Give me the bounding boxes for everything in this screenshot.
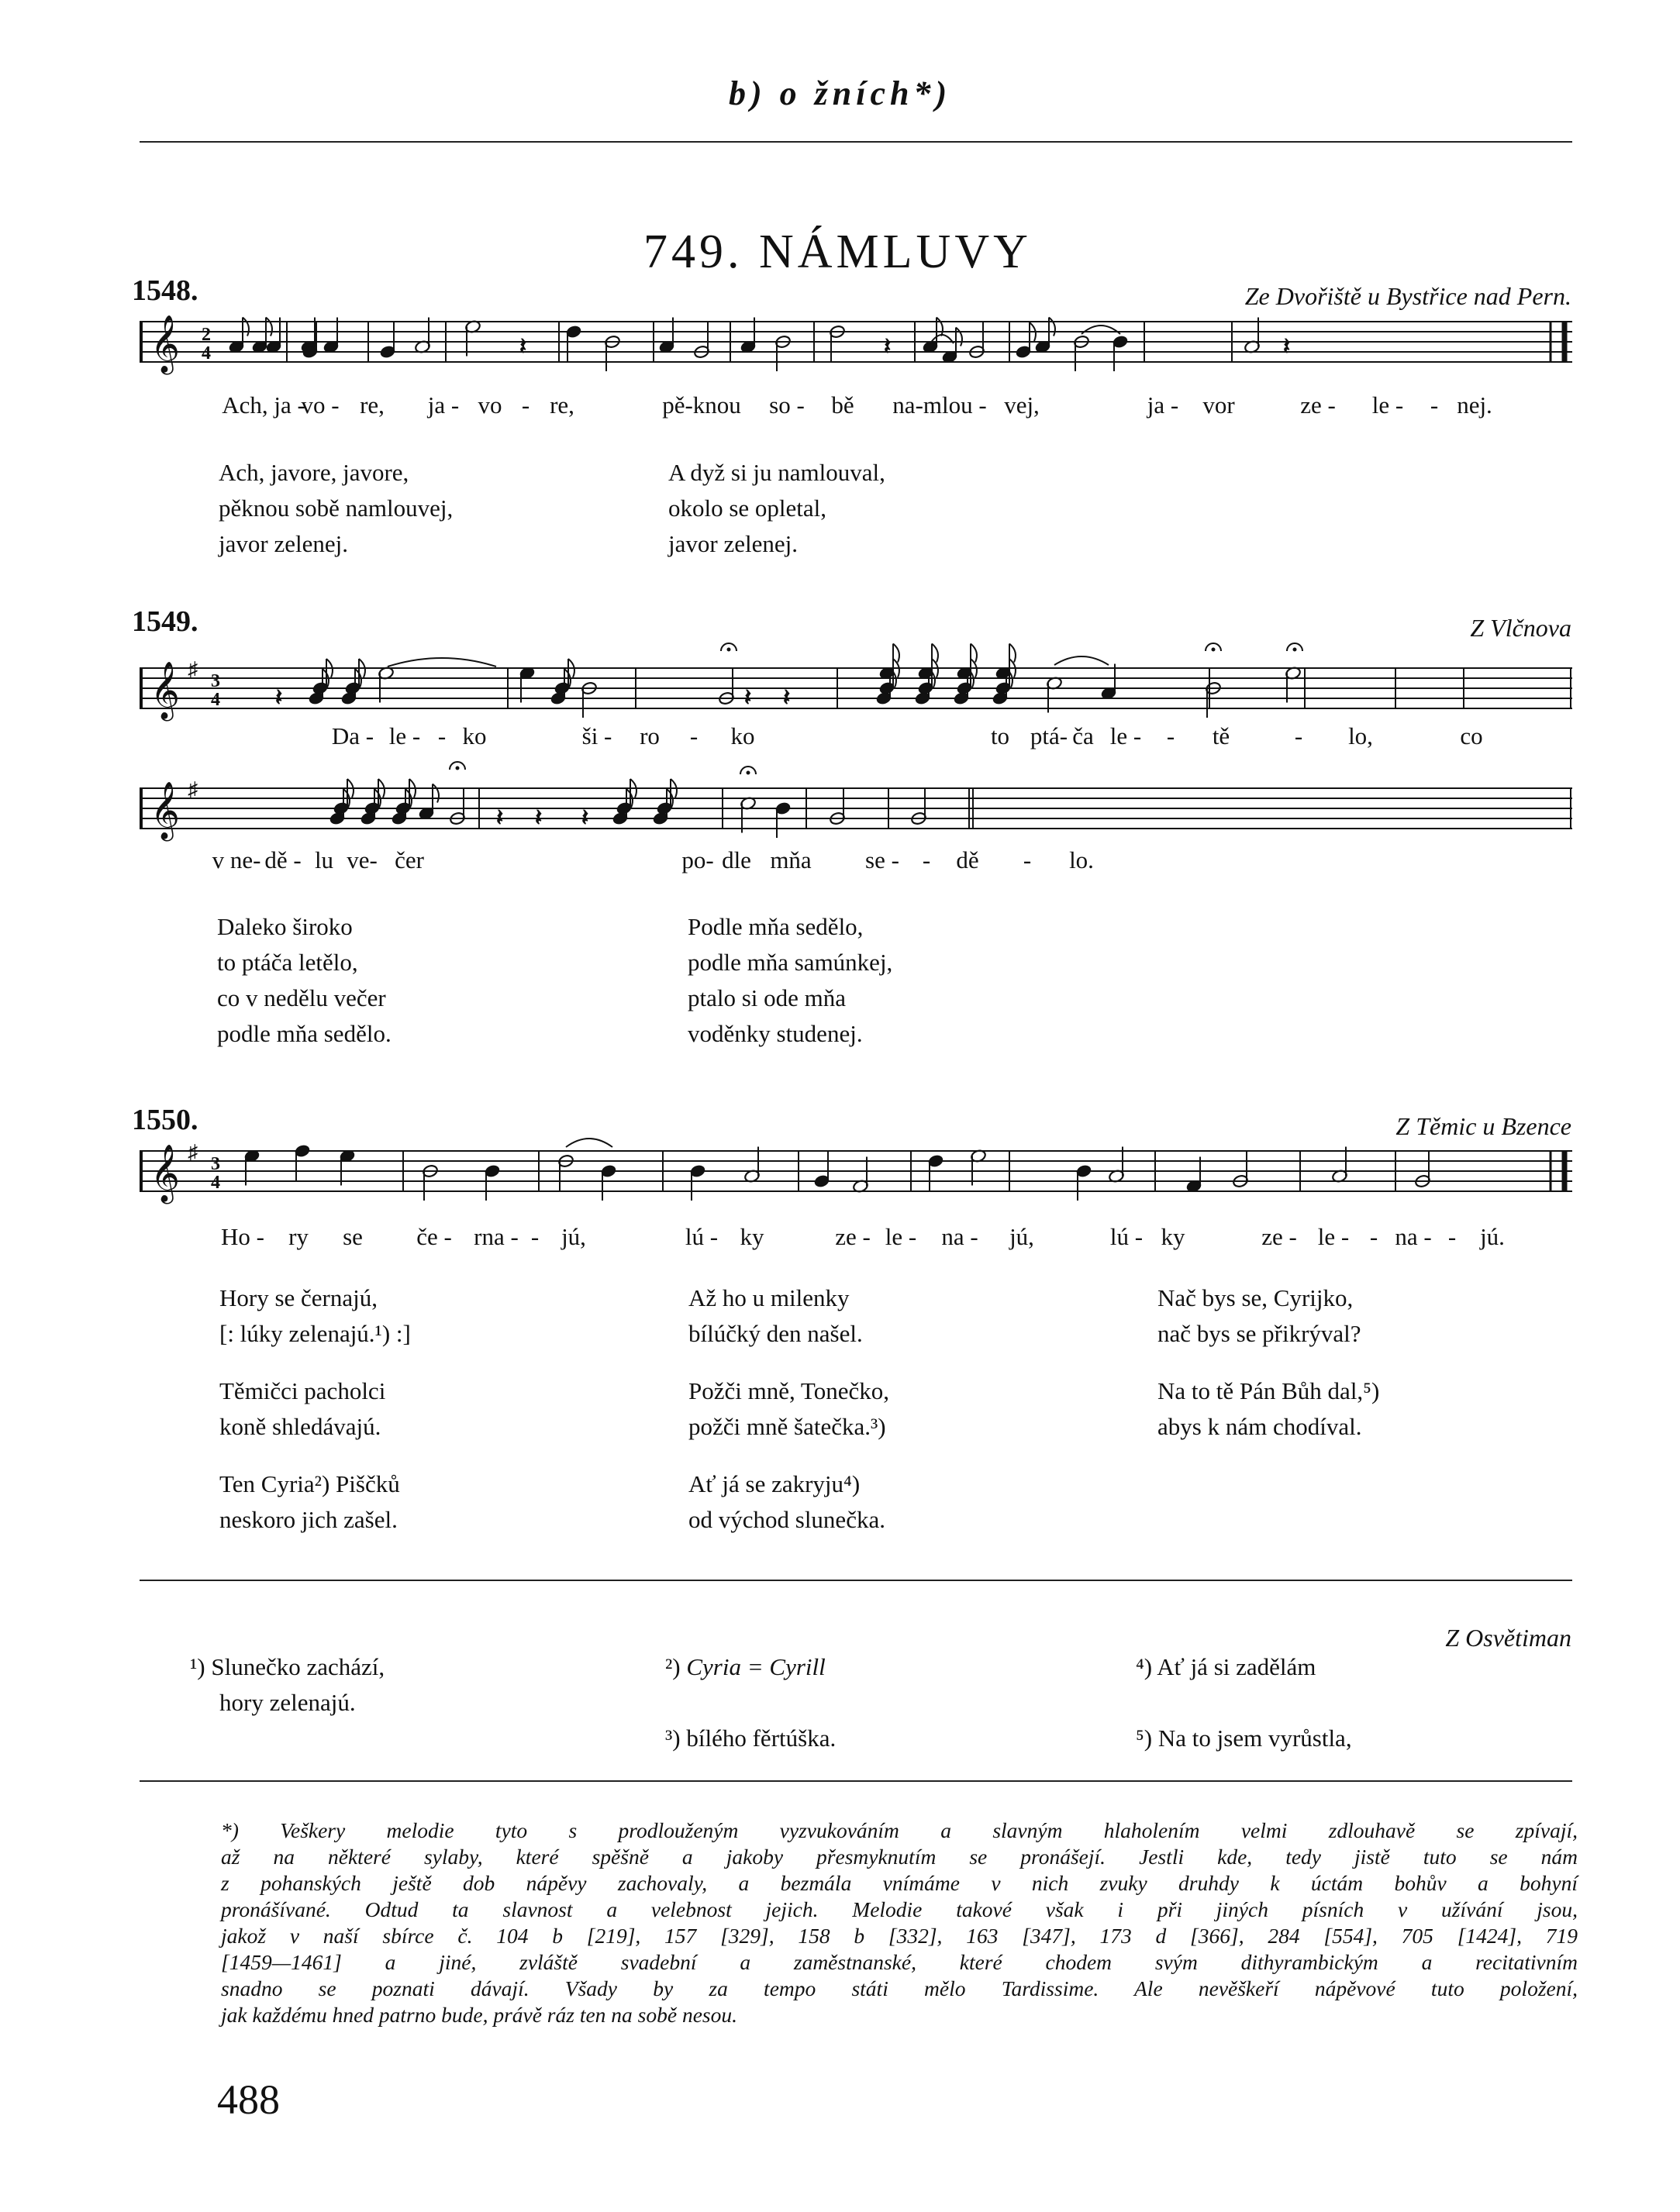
- music-note: [1073, 335, 1089, 371]
- melody-number-1550: 1550.: [132, 1104, 198, 1136]
- rest-symbol: 𝄽: [1283, 334, 1291, 360]
- song-title: 749. NÁMLUVY: [643, 226, 1032, 278]
- svg-text:4: 4: [211, 1173, 220, 1193]
- lyric-syllable: re,: [360, 391, 385, 419]
- music-note: [718, 669, 734, 705]
- lyric-syllable: lú -: [1109, 1223, 1144, 1250]
- svg-text:𝄞: 𝄞: [150, 315, 180, 373]
- variant-line: Na to jsem vyrůstla,: [1157, 1724, 1352, 1752]
- melody-number-1548: 1548.: [132, 274, 198, 307]
- lyric-syllable: nej.: [1457, 391, 1492, 419]
- music-note: [265, 318, 281, 354]
- lyric-syllable: ja -: [427, 391, 460, 419]
- music-note: [339, 1149, 355, 1185]
- music-note: [1108, 1147, 1124, 1184]
- lyric-syllable: le -: [388, 722, 421, 749]
- lyric-syllable: -: [521, 391, 530, 419]
- melody-origin-1548: Ze Dvořiště u Bystřice nad Pern.: [1244, 282, 1571, 310]
- lyric-syllable: vo: [478, 391, 502, 419]
- lyric-syllable: se: [343, 1223, 363, 1250]
- lyric-syllable: jú,: [561, 1223, 586, 1250]
- music-note: [379, 322, 395, 359]
- section-heading: b) o žních*): [729, 74, 952, 112]
- music-note: [852, 1157, 868, 1194]
- music-note: [1205, 681, 1221, 718]
- rest-symbol: 𝄽: [581, 805, 589, 831]
- lyric-syllable: Ach, ja -: [222, 391, 305, 419]
- verse-line: pěknou sobě namlouvej,: [219, 494, 454, 522]
- svg-text:3: 3: [211, 1154, 220, 1174]
- music-note: [600, 1164, 616, 1201]
- music-note: [689, 1164, 705, 1201]
- verse-line: to ptáča letělo,: [217, 949, 358, 976]
- music-note: [302, 322, 318, 359]
- lyric-syllable: mňa: [770, 846, 812, 873]
- variant-note-2: [665, 1649, 826, 1685]
- verse-line: Ach, javore, javore,: [219, 459, 409, 486]
- svg-text:𝄞: 𝄞: [150, 782, 180, 839]
- lyric-syllable: rna -: [474, 1223, 519, 1250]
- lyric-syllable: ve-: [347, 846, 378, 873]
- variant-note-1: [190, 1649, 385, 1721]
- svg-text:3: 3: [211, 671, 220, 691]
- verse-line: Ať já se zakryju⁴): [688, 1470, 861, 1497]
- svg-text:♯: ♯: [188, 778, 198, 801]
- footnote-line: [1459—1461] a jiné, zvláště svadební a zaměstnanské, které chodem svým dithyrambickým a recitativním: [221, 1950, 1578, 1974]
- variant-mark: ⁴): [1136, 1653, 1153, 1680]
- music-note: [740, 796, 756, 832]
- verse-line: A dyž si ju namlouval,: [668, 459, 885, 486]
- melody-number-1549: 1549.: [132, 605, 198, 638]
- lyric-syllable: ko: [730, 722, 755, 749]
- music-note: [740, 318, 756, 354]
- variant-note-4: [1136, 1649, 1316, 1685]
- editorial-footnote: [221, 1817, 1578, 2028]
- verse-line: neskoro jich zašel.: [219, 1506, 398, 1533]
- lyric-syllable: lo,: [1348, 722, 1373, 749]
- verse-line: Podle mňa sedělo,: [688, 913, 864, 940]
- music-note: [565, 325, 581, 361]
- slur: [566, 1139, 612, 1147]
- music-note: [604, 335, 620, 371]
- verse-line: Těmičci pacholci: [219, 1377, 386, 1404]
- svg-text:2: 2: [202, 325, 211, 345]
- verse-line: ptalo si ode mňa: [688, 984, 847, 1011]
- slur: [388, 658, 496, 667]
- rest-symbol: 𝄽: [535, 805, 543, 831]
- music-note: [484, 1164, 500, 1201]
- lyric-syllable: re,: [550, 391, 574, 419]
- rest-symbol: 𝄽: [783, 685, 791, 711]
- fermata-dot: [727, 648, 730, 651]
- music-note: [323, 318, 339, 354]
- music-note: [1414, 1152, 1430, 1188]
- lyric-syllable: dle: [722, 846, 751, 873]
- lyric-syllable: to: [990, 722, 1010, 749]
- lyric-syllable: so -: [769, 391, 805, 419]
- lyric-syllable: -: [1166, 722, 1175, 749]
- music-staff-1550: [140, 1135, 1574, 1221]
- fermata-dot: [456, 767, 459, 770]
- music-note: [464, 319, 481, 356]
- lyric-syllable: jú.: [1480, 1223, 1505, 1250]
- lyric-syllable: lu: [314, 846, 334, 873]
- lyric-syllable: po-: [681, 846, 714, 873]
- lyric-syllable: jú,: [1009, 1223, 1034, 1250]
- lyric-syllable: Da -: [331, 722, 374, 749]
- page-number: 488: [217, 2076, 280, 2123]
- music-note: [910, 789, 926, 825]
- verse-line: Nač bys se, Cyrijko,: [1157, 1284, 1354, 1311]
- lyric-syllable: ky: [740, 1223, 764, 1250]
- fermata-dot: [747, 771, 750, 774]
- variants-top-rule: [140, 1580, 1572, 1581]
- header-rule: [140, 141, 1572, 143]
- lyric-syllable: le -: [1109, 722, 1142, 749]
- verse-line: požči mně šatečka.³): [688, 1413, 886, 1440]
- verse-line: od východ slunečka.: [688, 1506, 885, 1533]
- lyric-syllable: ry: [288, 1223, 309, 1250]
- music-note: [418, 784, 439, 821]
- music-note: [1034, 318, 1055, 354]
- variant-line: hory zelenajú.: [219, 1689, 356, 1716]
- music-note: [927, 1154, 943, 1190]
- footnote-line: snadno se poznati dávají. Všady by za tempo státi mělo Tardissime. Ale nevěškeří nápěvové tuto položení,: [221, 1976, 1578, 2000]
- music-note: [693, 322, 709, 359]
- music-staff-1549-line-1: [140, 636, 1574, 729]
- music-note: [1015, 322, 1036, 359]
- music-note: [422, 1164, 438, 1201]
- verse-block: [688, 909, 892, 1052]
- lyric-syllable: na -: [1395, 1223, 1432, 1250]
- lyric-syllable: ptá-: [1030, 722, 1068, 749]
- music-note: [243, 1149, 260, 1185]
- slur: [1081, 326, 1120, 334]
- svg-text:4: 4: [211, 690, 220, 710]
- rest-symbol: 𝄽: [884, 334, 892, 360]
- verse-line: voděnky studenej.: [688, 1020, 863, 1047]
- music-note: [1075, 1164, 1092, 1201]
- verse-line: Hory se černajú,: [219, 1284, 378, 1311]
- lyric-syllable: -: [437, 722, 447, 749]
- music-note: [774, 801, 791, 838]
- footnote-line: pronášívané. Odtud ta slavnost a velebnost jejich. Melodie takové však i při jiných písních v užívání jsou,: [221, 1897, 1578, 1921]
- lyric-syllable: -: [1023, 846, 1032, 873]
- verse-line: Daleko široko: [217, 913, 353, 940]
- lyric-syllable: lú -: [685, 1223, 719, 1250]
- svg-text:♯: ♯: [188, 1141, 198, 1163]
- lyric-syllable: dě: [956, 846, 979, 873]
- music-note: [228, 318, 249, 354]
- verse-line: Požči mně, Tonečko,: [688, 1377, 889, 1404]
- music-note: [743, 1147, 760, 1184]
- music-note: [829, 789, 845, 825]
- verse-line: Až ho u milenky: [688, 1284, 850, 1311]
- lyric-syllable: -: [689, 722, 699, 749]
- lyric-syllable: co: [1460, 722, 1483, 749]
- rest-symbol: 𝄽: [744, 685, 752, 711]
- lyric-syllable: bě: [831, 391, 854, 419]
- rest-symbol: 𝄽: [519, 334, 527, 360]
- verse-line: podle mňa sedělo.: [217, 1020, 392, 1047]
- lyric-syllable: v ne-: [212, 846, 261, 873]
- lyric-syllable: le -: [885, 1223, 917, 1250]
- lyric-syllable: vor: [1202, 391, 1235, 419]
- lyric-syllable: -: [1447, 1223, 1457, 1250]
- music-note: [1331, 1147, 1347, 1184]
- music-note: [829, 325, 845, 361]
- lyric-syllable: tě: [1212, 722, 1230, 749]
- music-note: [1244, 318, 1260, 354]
- lyric-syllable: če -: [416, 1223, 452, 1250]
- verse-line: nač bys se přikrýval?: [1157, 1320, 1361, 1347]
- verse-line: Ten Cyria²) Piščků: [219, 1470, 400, 1497]
- music-note: [970, 1149, 986, 1185]
- lyric-syllable: -: [1294, 722, 1303, 749]
- verse-block: [688, 1280, 889, 1538]
- footnote-line: jakož v naší sbírce č. 104 b [219], 157 [329], 158 b [332], 163 [347], 173 d [366], 284 [554], 705 [1424], 719: [221, 1924, 1578, 1948]
- verse-line: [: lúky zelenajú.¹) :]: [219, 1320, 411, 1347]
- music-note: [968, 322, 985, 359]
- slur: [1054, 656, 1109, 665]
- lyric-syllable: ši -: [581, 722, 612, 749]
- variant-line: Slunečko zachází,: [211, 1653, 385, 1680]
- verse-line: podle mňa samúnkej,: [688, 949, 893, 976]
- music-note: [1232, 1152, 1248, 1188]
- verse-block: [668, 455, 885, 562]
- music-note: [941, 328, 962, 364]
- svg-text:♯: ♯: [188, 658, 198, 680]
- variant-mark: ³): [665, 1724, 681, 1752]
- lyric-syllable: ja -: [1147, 391, 1179, 419]
- lyric-syllable: na -: [941, 1223, 978, 1250]
- fermata-dot: [1212, 648, 1215, 651]
- verse-line: bílúčký den našel.: [688, 1320, 863, 1347]
- music-note: [414, 318, 430, 354]
- lyric-syllable: ro: [640, 722, 660, 749]
- lyric-syllable: ča: [1072, 722, 1094, 749]
- music-note: [519, 666, 535, 702]
- music-note: [449, 789, 465, 825]
- lyric-syllable: ko: [462, 722, 487, 749]
- footnote-line: *) Veškery melodie tyto s prodlouženým vyzvukováním a slavným hlaholením velmi zdlouhavě se zpívají,: [221, 1818, 1578, 1842]
- lyric-syllable: -: [1369, 1223, 1378, 1250]
- lyric-syllable: ky: [1161, 1223, 1185, 1250]
- lyric-syllable: -: [922, 846, 931, 873]
- music-staff-1549-line-2: [140, 756, 1574, 849]
- variant-mark: ¹): [190, 1653, 205, 1680]
- lyric-syllable: ze -: [1300, 391, 1336, 419]
- svg-text:4: 4: [202, 343, 211, 363]
- lyric-syllable: le -: [1317, 1223, 1350, 1250]
- variant-line: Cyria = Cyrill: [686, 1653, 826, 1680]
- verse-line: co v nedělu večer: [217, 984, 386, 1011]
- footnote-line: z pohanských ještě dob nápěvy zachovaly, a bezmála vnímáme v nich zvuky druhdy k úctám bohův a bohyní: [221, 1871, 1578, 1895]
- verse-line: Na to tě Pán Bůh dal,⁵): [1157, 1377, 1380, 1404]
- lyric-syllable: se -: [865, 846, 899, 873]
- music-note: [581, 681, 597, 718]
- verse-line: abys k nám chodíval.: [1157, 1413, 1362, 1440]
- verse-line: javor zelenej.: [668, 530, 798, 557]
- verse-line: okolo se opletal,: [668, 494, 827, 522]
- music-note: [1112, 335, 1128, 371]
- lyric-syllable: čer: [395, 846, 424, 873]
- footnote-line: až na některé sylaby, které spěšně a jakoby přesmyknutím se pronášejí. Jestli kde, tedy jistě tuto se nám: [221, 1845, 1578, 1869]
- melody-origin-1550: Z Těmic u Bzence: [1395, 1112, 1571, 1140]
- footnote-line: jak každému hned patrno bude, právě ráz ten na sobě nesou.: [221, 2003, 738, 2027]
- lyric-syllable: -: [530, 1223, 540, 1250]
- verse-block: [217, 909, 392, 1052]
- variant-mark: ²): [665, 1653, 681, 1680]
- lyric-syllable: le -: [1371, 391, 1404, 419]
- svg-text:𝄞: 𝄞: [150, 1145, 180, 1202]
- lyric-syllable: Ho -: [221, 1223, 264, 1250]
- variant-mark: ⁵): [1136, 1724, 1153, 1752]
- variant-line: Ať já si zadělám: [1157, 1653, 1316, 1680]
- music-note: [378, 666, 394, 702]
- music-note: [1046, 676, 1062, 712]
- svg-text:𝄞: 𝄞: [150, 662, 180, 719]
- lyric-syllable: lo.: [1069, 846, 1094, 873]
- music-note: [813, 1152, 830, 1188]
- music-staff-1548: [140, 306, 1574, 391]
- lyric-syllable: ze -: [1261, 1223, 1297, 1250]
- footnote-rule: [140, 1780, 1572, 1782]
- verse-block: [219, 455, 453, 562]
- lyric-syllable: -: [1430, 391, 1439, 419]
- rest-symbol: 𝄽: [275, 685, 283, 711]
- verse-line: javor zelenej.: [219, 530, 348, 557]
- lyric-syllable: vo -: [301, 391, 340, 419]
- music-note: [658, 318, 674, 354]
- variant-note-5: [1136, 1721, 1352, 1756]
- verse-line: koně shledávajú.: [219, 1413, 381, 1440]
- music-note: [1285, 666, 1301, 702]
- fermata-dot: [1293, 648, 1296, 651]
- rest-symbol: 𝄽: [496, 805, 504, 831]
- music-note: [294, 1144, 310, 1180]
- verse-block: [1157, 1280, 1379, 1445]
- lyric-syllable: vej,: [1004, 391, 1040, 419]
- lyric-syllable: na-mlou -: [892, 391, 987, 419]
- lyric-syllable: pě-knou: [662, 391, 741, 419]
- music-note: [557, 1154, 574, 1190]
- lyric-syllable: ze -: [835, 1223, 871, 1250]
- music-note: [774, 335, 791, 371]
- variants-origin: Z Osvětiman: [1445, 1624, 1571, 1652]
- verse-block: [219, 1280, 411, 1538]
- variant-note-3: [665, 1721, 836, 1756]
- lyric-syllable: dě -: [264, 846, 302, 873]
- music-note: [1185, 1157, 1202, 1194]
- melody-origin-1549: Z Vlčnova: [1470, 614, 1571, 642]
- variant-line: bílého fěrtúška.: [686, 1724, 837, 1752]
- music-note: [1100, 664, 1116, 701]
